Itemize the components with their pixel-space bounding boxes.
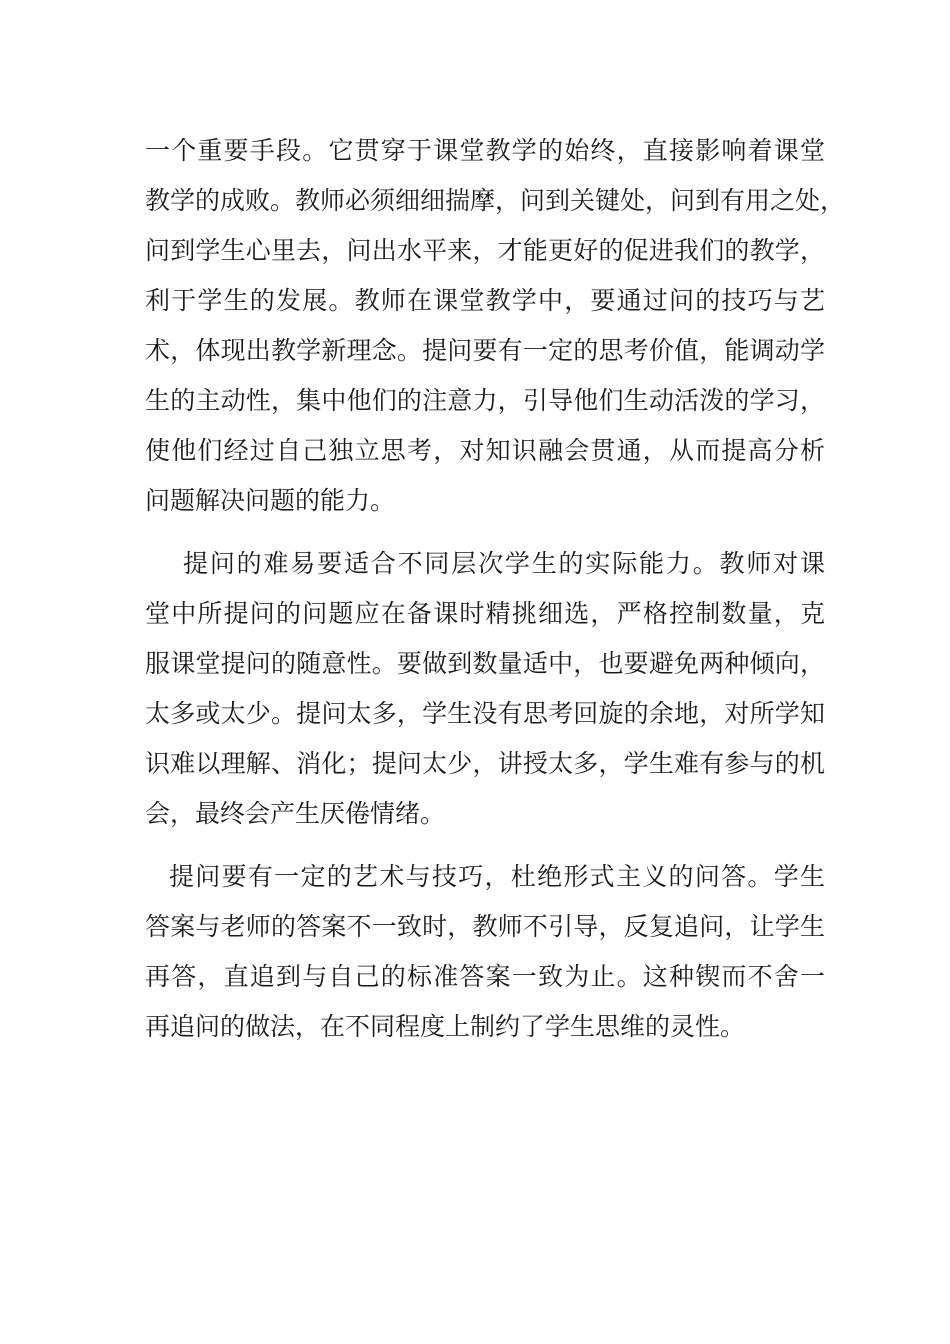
text-line: 利于学生的发展。教师在课堂教学中，要通过问的技巧与艺 bbox=[145, 286, 825, 315]
text-line: 再追问的做法，在不同程度上制约了学生思维的灵性。 bbox=[145, 1012, 746, 1041]
text-line: 识难以理解、消化；提问太少，讲授太多，学生难有参与的机 bbox=[145, 749, 825, 778]
text-line: 太多或太少。提问太多，学生没有思考回旋的余地，对所学知 bbox=[145, 699, 825, 728]
body-text bbox=[145, 126, 846, 1052]
text-line: 提问的难易要适合不同层次学生的实际能力。教师对课 bbox=[183, 549, 825, 578]
text-line: 问到学生心里去，问出水平来，才能更好的促进我们的教学， bbox=[145, 236, 825, 265]
text-line: 再答，直追到与自己的标准答案一致为止。这种锲而不舍一 bbox=[145, 962, 825, 991]
text-line: 教学的成败。教师必须细细揣摩，问到关键处，问到有用之处， bbox=[145, 186, 846, 215]
text-line: 术，体现出教学新理念。提问要有一定的思考价值，能调动学 bbox=[145, 336, 825, 365]
paragraph-gap bbox=[145, 839, 825, 852]
paragraph-3 bbox=[145, 852, 825, 1052]
text-line: 使他们经过自己独立思考，对知识融会贯通，从而提高分析 bbox=[145, 436, 825, 465]
text-line: 生的主动性，集中他们的注意力，引导他们生动活泼的学习， bbox=[145, 386, 825, 415]
text-line: 一个重要手段。它贯穿于课堂教学的始终，直接影响着课堂 bbox=[145, 136, 825, 165]
text-line: 堂中所提问的问题应在备课时精挑细选，严格控制数量，克 bbox=[145, 599, 825, 628]
paragraph-1 bbox=[145, 126, 846, 526]
text-line: 问题解决问题的能力。 bbox=[145, 486, 396, 515]
paragraph-gap bbox=[145, 526, 825, 539]
text-line: 服课堂提问的随意性。要做到数量适中，也要避免两种倾向， bbox=[145, 649, 825, 678]
text-line: 会，最终会产生厌倦情绪。 bbox=[145, 799, 446, 828]
text-line: 提问要有一定的艺术与技巧，杜绝形式主义的问答。学生 bbox=[169, 862, 825, 891]
text-line: 答案与老师的答案不一致时，教师不引导，反复追问，让学生 bbox=[145, 912, 825, 941]
paragraph-2 bbox=[145, 539, 825, 839]
